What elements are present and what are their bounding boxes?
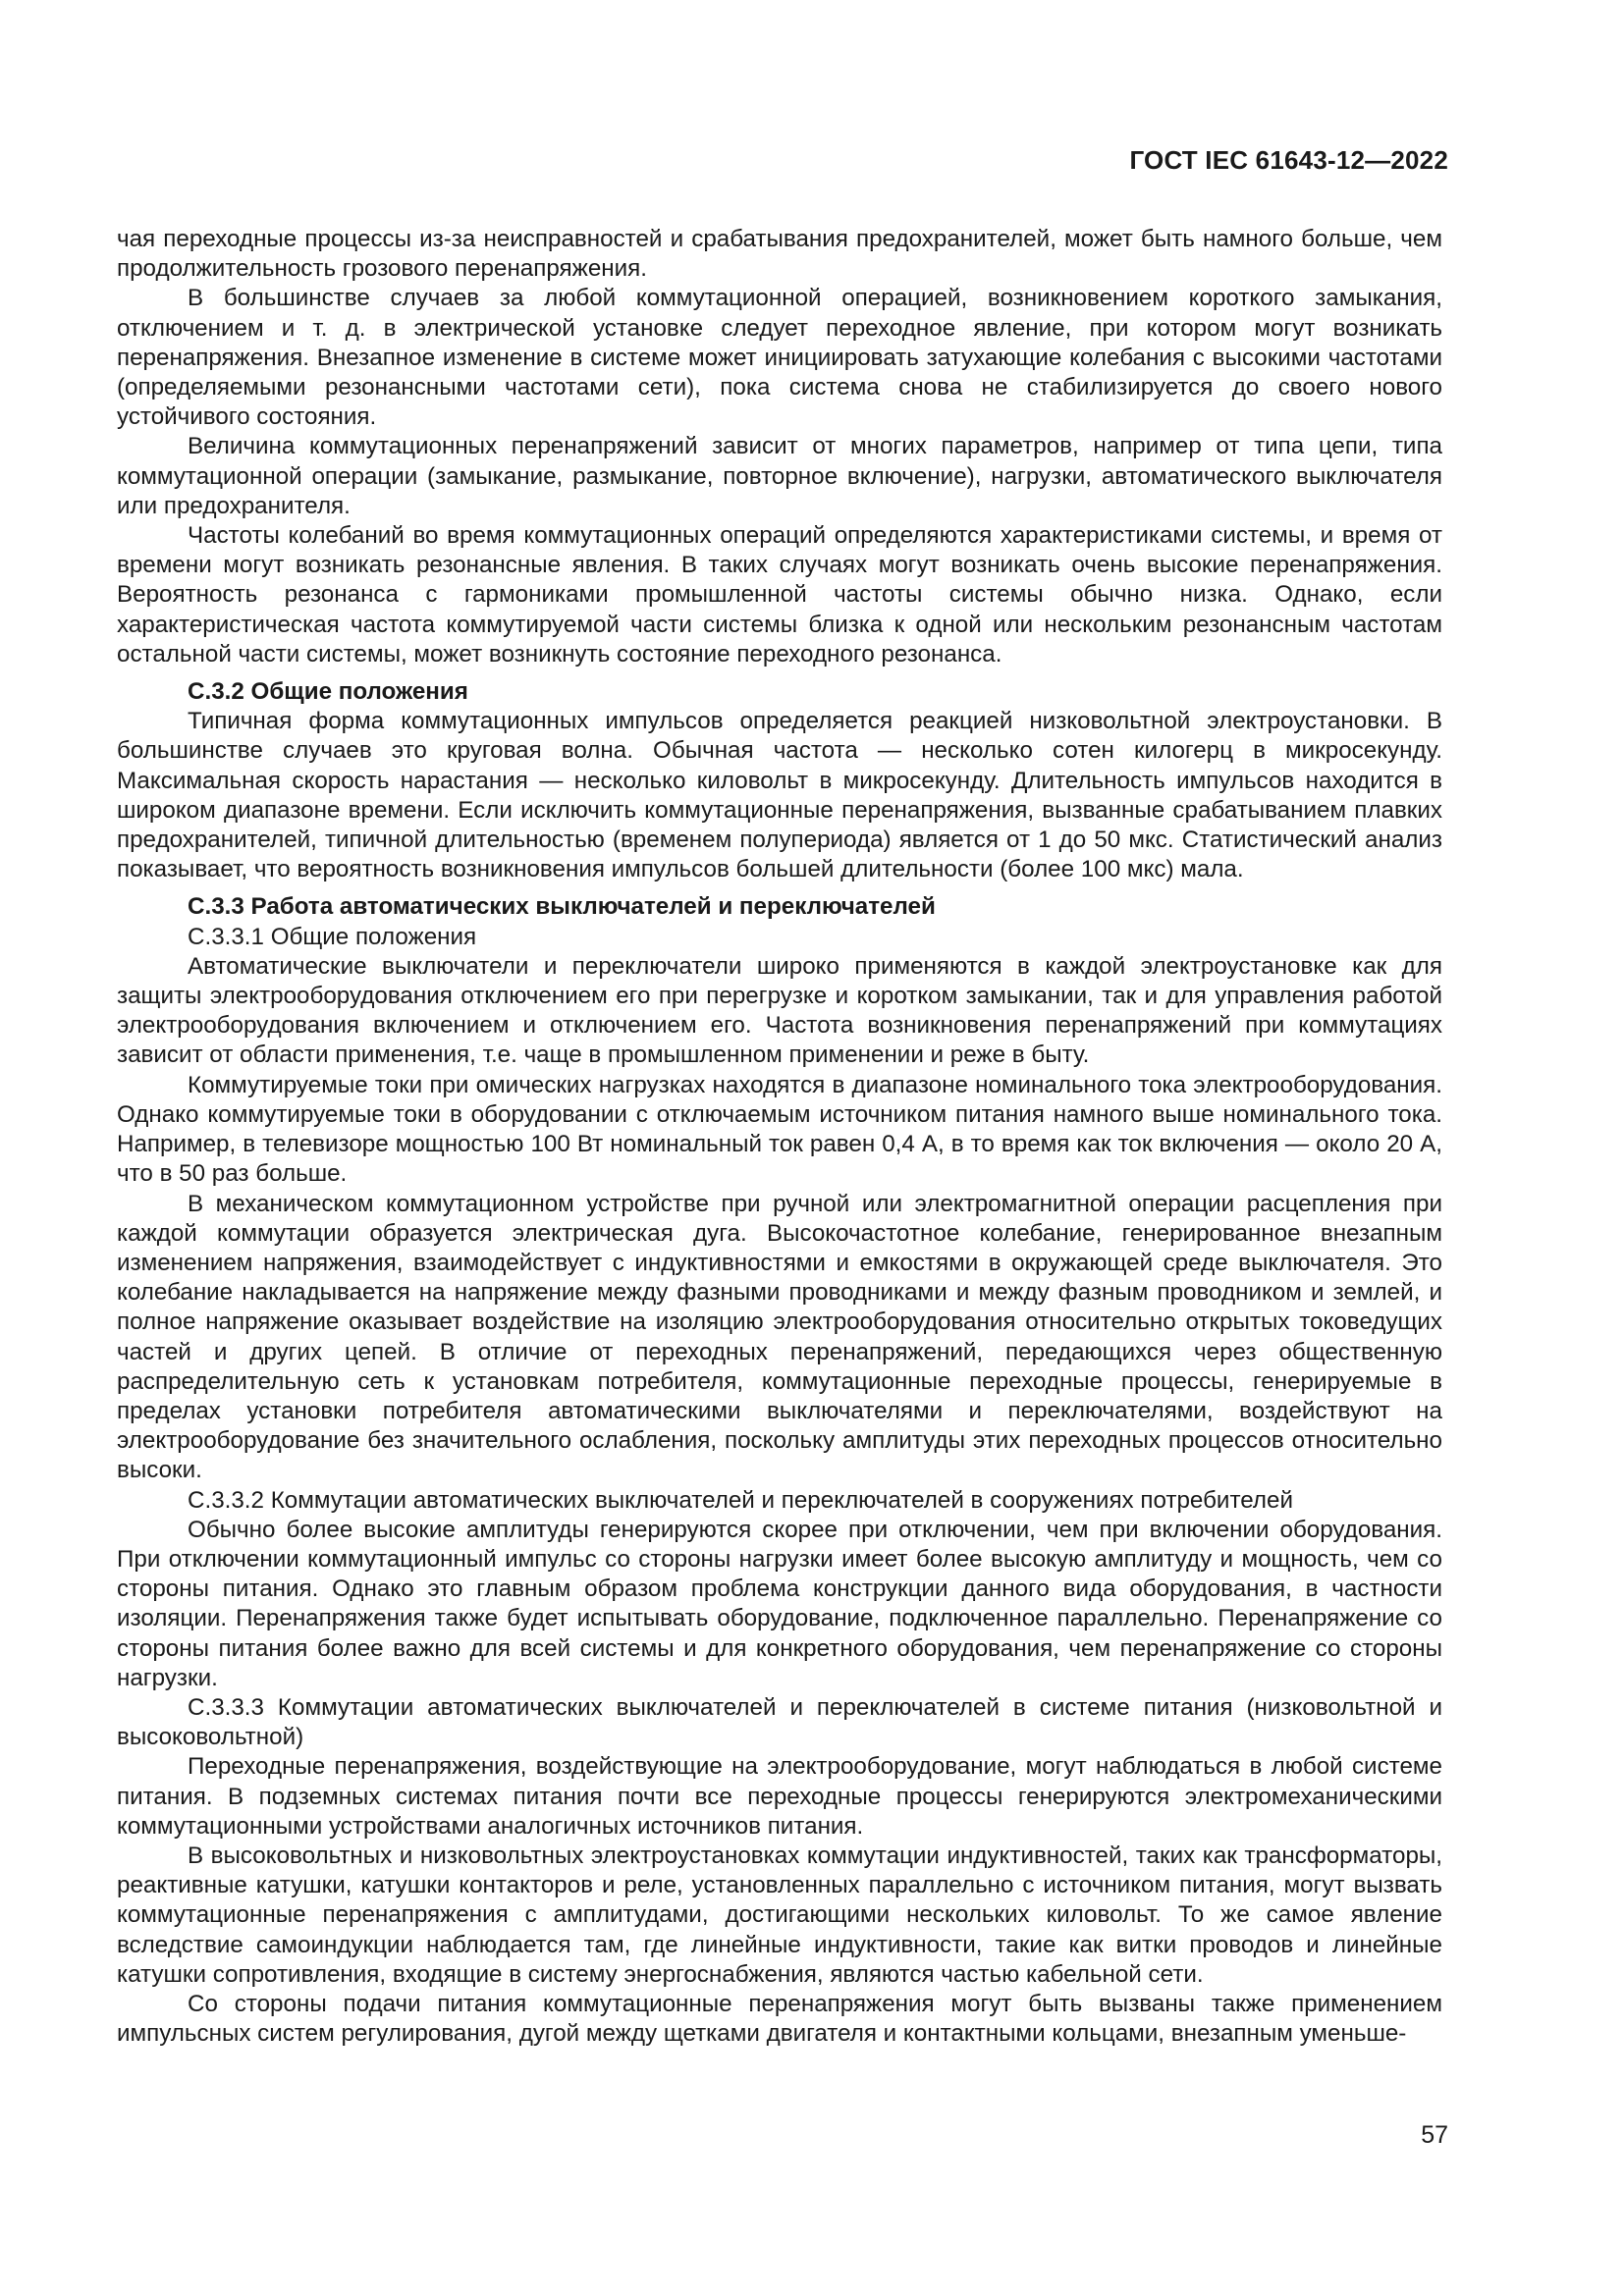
paragraph-continuation: чая переходные процессы из-за неисправностей и срабатывания предохранителей, может быть намного больше, чем продолжительность грозового перенапряжения. bbox=[117, 226, 1442, 283]
paragraph: В высоковольтных и низковольтных электроустановках коммутации индуктивностей, таких как трансформаторы, реактивные катушки, катушки контакторов и реле, установленных параллельно с источником питания, могут вызвать коммутационные перенапряжения с амплитудами, достигающими нескольких киловольт. То же самое явление вследствие самоиндукции наблюдается там, где линейные индуктивности, такие как витки проводов и линейные катушки сопротивления, входящие в систему энергоснабжения, являются частью кабельной сети. bbox=[117, 1842, 1442, 1988]
subsection-heading-c332: С.3.3.2 Коммутации автоматических выключателей и переключателей в сооружениях потребителей bbox=[188, 1486, 1293, 1514]
document-body bbox=[117, 225, 1442, 2049]
paragraph: Типичная форма коммутационных импульсов определяется реакцией низковольтной электроустановки. В большинстве случаев это круговая волна. Обычная частота — несколько сотен килогерц в микросекунду. Максимальная скорость нарастания — несколько киловольт в микросекунду. Длительность импульсов находится в широком диапазоне времени. Если исключить коммутационные перенапряжения, вызванные срабатыванием плавких предохранителей, типичной длительностью (временем полупериода) является от 1 до 50 мкс. Статистический анализ показывает, что вероятность возникновения импульсов большей длительности (более 100 мкс) мала. bbox=[117, 708, 1442, 883]
standard-designation: ГОСТ IEC 61643-12—2022 bbox=[1129, 145, 1448, 175]
paragraph: Автоматические выключатели и переключатели широко применяются в каждой электроустановке как для защиты электрооборудования отключением его при перегрузке и коротком замыкании, так и для управления работой электрооборудования включением и отключением его. Частота возникновения перенапряжений при коммутациях зависит от области применения, т.е. чаще в промышленном применении и реже в быту. bbox=[117, 952, 1442, 1069]
paragraph: Величина коммутационных перенапряжений зависит от многих параметров, например от типа цепи, типа коммутационной операции (замыкание, размыкание, повторное включение), нагрузки, автоматического выключателя или предохранителя. bbox=[117, 433, 1442, 519]
paragraph: Частоты колебаний во время коммутационных операций определяются характеристиками системы, и время от времени могут возникать резонансные явления. В таких случаях могут возникать очень высокие перенапряжения. Вероятность резонанса с гармониками промышленной частоты системы обычно низка. Однако, если характеристическая частота коммутируемой части системы близка к одной или нескольким резонансным частотам остальной части системы, может возникнуть состояние переходного резонанса. bbox=[117, 522, 1442, 667]
paragraph: В большинстве случаев за любой коммутационной операцией, возникновением короткого замыкания, отключением и т. д. в электрической установке следует переходное явление, при котором могут возникать перенапряжения. Внезапное изменение в системе может инициировать затухающие колебания с высокими частотами (определяемыми резонансными частотами сети), пока система снова не стабилизируется до своего нового устойчивого состояния. bbox=[117, 285, 1442, 431]
page-number: 57 bbox=[1421, 2121, 1448, 2149]
subsection-heading-c331: С.3.3.1 Общие положения bbox=[188, 923, 477, 950]
subsection-heading-c333: С.3.3.3 Коммутации автоматических выключателей и переключателей в системе питания (низковольтной и высоковольтной) bbox=[117, 1693, 1442, 1751]
paragraph: В механическом коммутационном устройстве при ручной или электромагнитной операции расцепления при каждой коммутации образуется электрическая дуга. Высокочастотное колебание, генерированное внезапным изменением напряжения, взаимодействует с индуктивностями и емкостями в окружающей среде выключателя. Это колебание накладывается на напряжение между фазными проводниками и между фазным проводником и землей, и полное напряжение оказывает воздействие на изоляцию электрооборудования относительно открытых токоведущих частей и других цепей. В отличие от переходных перенапряжений, передающихся через общественную распределительную сеть к установкам потребителя, коммутационные переходные процессы, генерируемые в пределах установки потребителя автоматическими выключателями и переключателями, воздействуют на электрооборудование без значительного ослабления, поскольку амплитуды этих переходных процессов относительно высоки. bbox=[117, 1190, 1442, 1484]
paragraph: Переходные перенапряжения, воздействующие на электрооборудование, могут наблюдаться в любой системе питания. В подземных системах питания почти все переходные процессы генерируются электромеханическими коммутационными устройствами аналогичных источников питания. bbox=[117, 1753, 1442, 1840]
section-heading-c33: С.3.3 Работа автоматических выключателей и переключателей bbox=[188, 893, 936, 921]
paragraph: Обычно более высокие амплитуды генерируются скорее при отключении, чем при включении оборудования. При отключении коммутационный импульс со стороны нагрузки имеет более высокую амплитуду и мощность, чем со стороны питания. Однако это главным образом проблема конструкции данного вида оборудования, в частности изоляции. Перенапряжения также будет испытывать оборудование, подключенное параллельно. Перенапряжение со стороны питания более важно для всей системы и для конкретного оборудования, чем перенапряжение со стороны нагрузки. bbox=[117, 1516, 1442, 1691]
section-heading-c32: С.3.2 Общие положения bbox=[188, 678, 468, 706]
paragraph: Коммутируемые токи при омических нагрузках находятся в диапазоне номинального тока электрооборудования. Однако коммутируемые токи в оборудовании с отключаемым источником питания намного выше номинального тока. Например, в телевизоре мощностью 100 Вт номинальный ток равен 0,4 А, в то время как ток включения — около 20 А, что в 50 раз больше. bbox=[117, 1071, 1442, 1188]
paragraph: Со стороны подачи питания коммутационные перенапряжения могут быть вызваны также применением импульсных систем регулирования, дугой между щетками двигателя и контактными кольцами, внезапным уменьше- bbox=[117, 1990, 1442, 2048]
